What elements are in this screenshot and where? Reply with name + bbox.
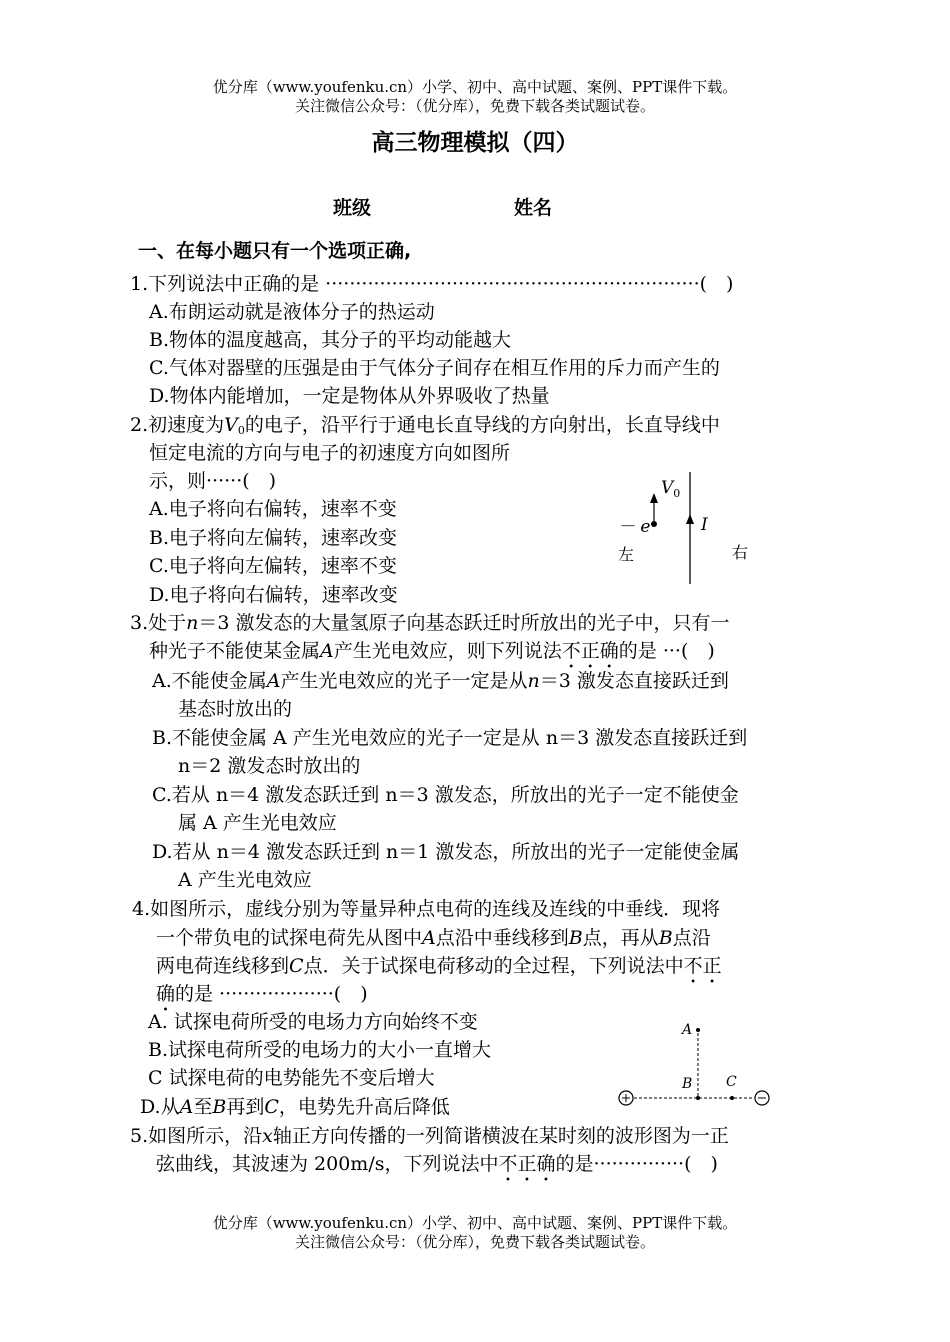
fig-i-label: I [701, 515, 708, 535]
q3-option-c-line-2: 属 A 产生光电效应 [178, 812, 337, 834]
q2-stem-line-2: 恒定电流的方向与电子的初速度方向如图所 [149, 442, 511, 464]
q4-stem-line-1: 4.如图所示，虚线分别为等量异种点电荷的连线及连线的中垂线．现将 [132, 898, 721, 920]
q1-option-a: A.布朗运动就是液体分子的热运动 [149, 301, 435, 323]
header-line-1: 优分库（www.youfenku.cn）小学、初中、高中试题、案例、PPT课件下载。 [212, 78, 738, 96]
q3-stem-line-1: 3.处于n＝3 激发态的大量氢原子向基态跃迁时所放出的光子中，只有一 [130, 612, 730, 634]
q2-figure-wire [610, 462, 770, 587]
current-arrow-icon [686, 514, 694, 524]
velocity-arrow-icon [650, 493, 658, 503]
footer-line-2: 关注微信公众号：（优分库），免费下载各类试题试卷。 [294, 1233, 655, 1251]
footer-line-1: 优分库（www.youfenku.cn）小学、初中、高中试题、案例、PPT课件下载。 [212, 1214, 738, 1232]
fig-e-label: － e [618, 517, 651, 537]
q3-option-b-line-2: n＝2 激发态时放出的 [178, 755, 361, 777]
q4-stem-line-3: 两电荷连线移到C点．关于试探电荷移动的全过程，下列说法中不正 [156, 955, 722, 977]
q1-option-b: B.物体的温度越高，其分子的平均动能越大 [149, 329, 512, 351]
q4-figure-charges [612, 1016, 782, 1116]
q4-option-b: B.试探电荷所受的电场力的大小一直增大 [148, 1039, 492, 1061]
q3-option-b-line-1: B.不能使金属 A 产生光电效应的光子一定是从 n＝3 激发态直接跃迁到 [152, 727, 748, 749]
q2-option-c: C.电子将向左偏转，速率不变 [149, 555, 397, 577]
fig-v0-label: $V_0$ [661, 478, 681, 500]
point-a-dot [696, 1028, 700, 1032]
q2-option-d: D.电子将向右偏转，速率改变 [149, 584, 398, 606]
point-c-dot [730, 1096, 734, 1100]
fig-b-label: B [682, 1076, 693, 1092]
header-line-2: 关注微信公众号：（优分库），免费下载各类试题试卷。 [294, 97, 655, 115]
q3-option-c-line-1: C.若从 n＝4 激发态跃迁到 n＝3 激发态，所放出的光子一定不能使金 [152, 784, 739, 806]
q3-option-a-line-2: 基态时放出的 [178, 698, 293, 720]
q4-option-a: A. 试探电荷所受的电场力方向始终不变 [148, 1011, 478, 1033]
q2-option-b: B.电子将向左偏转，速率改变 [149, 527, 398, 549]
class-label: 班级 [333, 197, 372, 219]
fig-left-label: 左 [618, 545, 635, 564]
q1-option-c: C.气体对器壁的压强是由于气体分子间存在相互作用的斥力而产生的 [149, 357, 720, 379]
q2-stem-line-1: 2.初速度为$V_0$的电子，沿平行于通电长直导线的方向射出，长直导线中 [130, 414, 720, 437]
electron-dot-icon [651, 521, 657, 527]
name-label: 姓名 [514, 197, 553, 219]
q4-option-d: D.从A至B再到C，电势先升高后降低 [140, 1096, 450, 1118]
q3-option-d-line-1: D.若从 n＝4 激发态跃迁到 n＝1 激发态，所放出的光子一定能使金属 [152, 841, 740, 863]
fig-right-label: 右 [732, 543, 749, 562]
q4-option-c: C 试探电荷的电势能先不变后增大 [148, 1067, 435, 1089]
q3-stem-line-2: 种光子不能使某金属A产生光电效应，则下列说法不正确的是 ···( ) [149, 640, 715, 662]
q3-option-d-line-2: A 产生光电效应 [178, 869, 312, 891]
q3-option-a-line-1: A.不能使金属A产生光电效应的光子一定是从n＝3 激发态直接跃迁到 [152, 670, 729, 692]
fig-c-label: C [726, 1074, 737, 1090]
q2-stem-line-3: 示，则······( ) [149, 470, 277, 492]
section-heading: 一、在每小题只有一个选项正确, [138, 240, 412, 262]
q1-stem: 1.下列说法中正确的是 ······························································( ) [130, 273, 734, 295]
q5-stem-line-1: 5.如图所示，沿x轴正方向传播的一列简谐横波在某时刻的波形图为一正 [130, 1125, 729, 1147]
q2-option-a: A.电子将向右偏转，速率不变 [149, 498, 397, 520]
q4-stem-line-2: 一个带负电的试探电荷先从图中A点沿中垂线移到B点，再从B点沿 [156, 927, 711, 949]
q4-stem-line-4: 确的是 ···················( ) [156, 983, 368, 1005]
q5-stem-line-2: 弦曲线，其波速为 200m/s，下列说法中不正确的是···············( ) [156, 1153, 718, 1175]
page-title: 高三物理模拟（四） [371, 130, 579, 156]
fig-a-label: A [682, 1022, 693, 1038]
point-b-dot [696, 1096, 700, 1100]
q1-option-d: D.物体内能增加，一定是物体从外界吸收了热量 [149, 385, 550, 407]
